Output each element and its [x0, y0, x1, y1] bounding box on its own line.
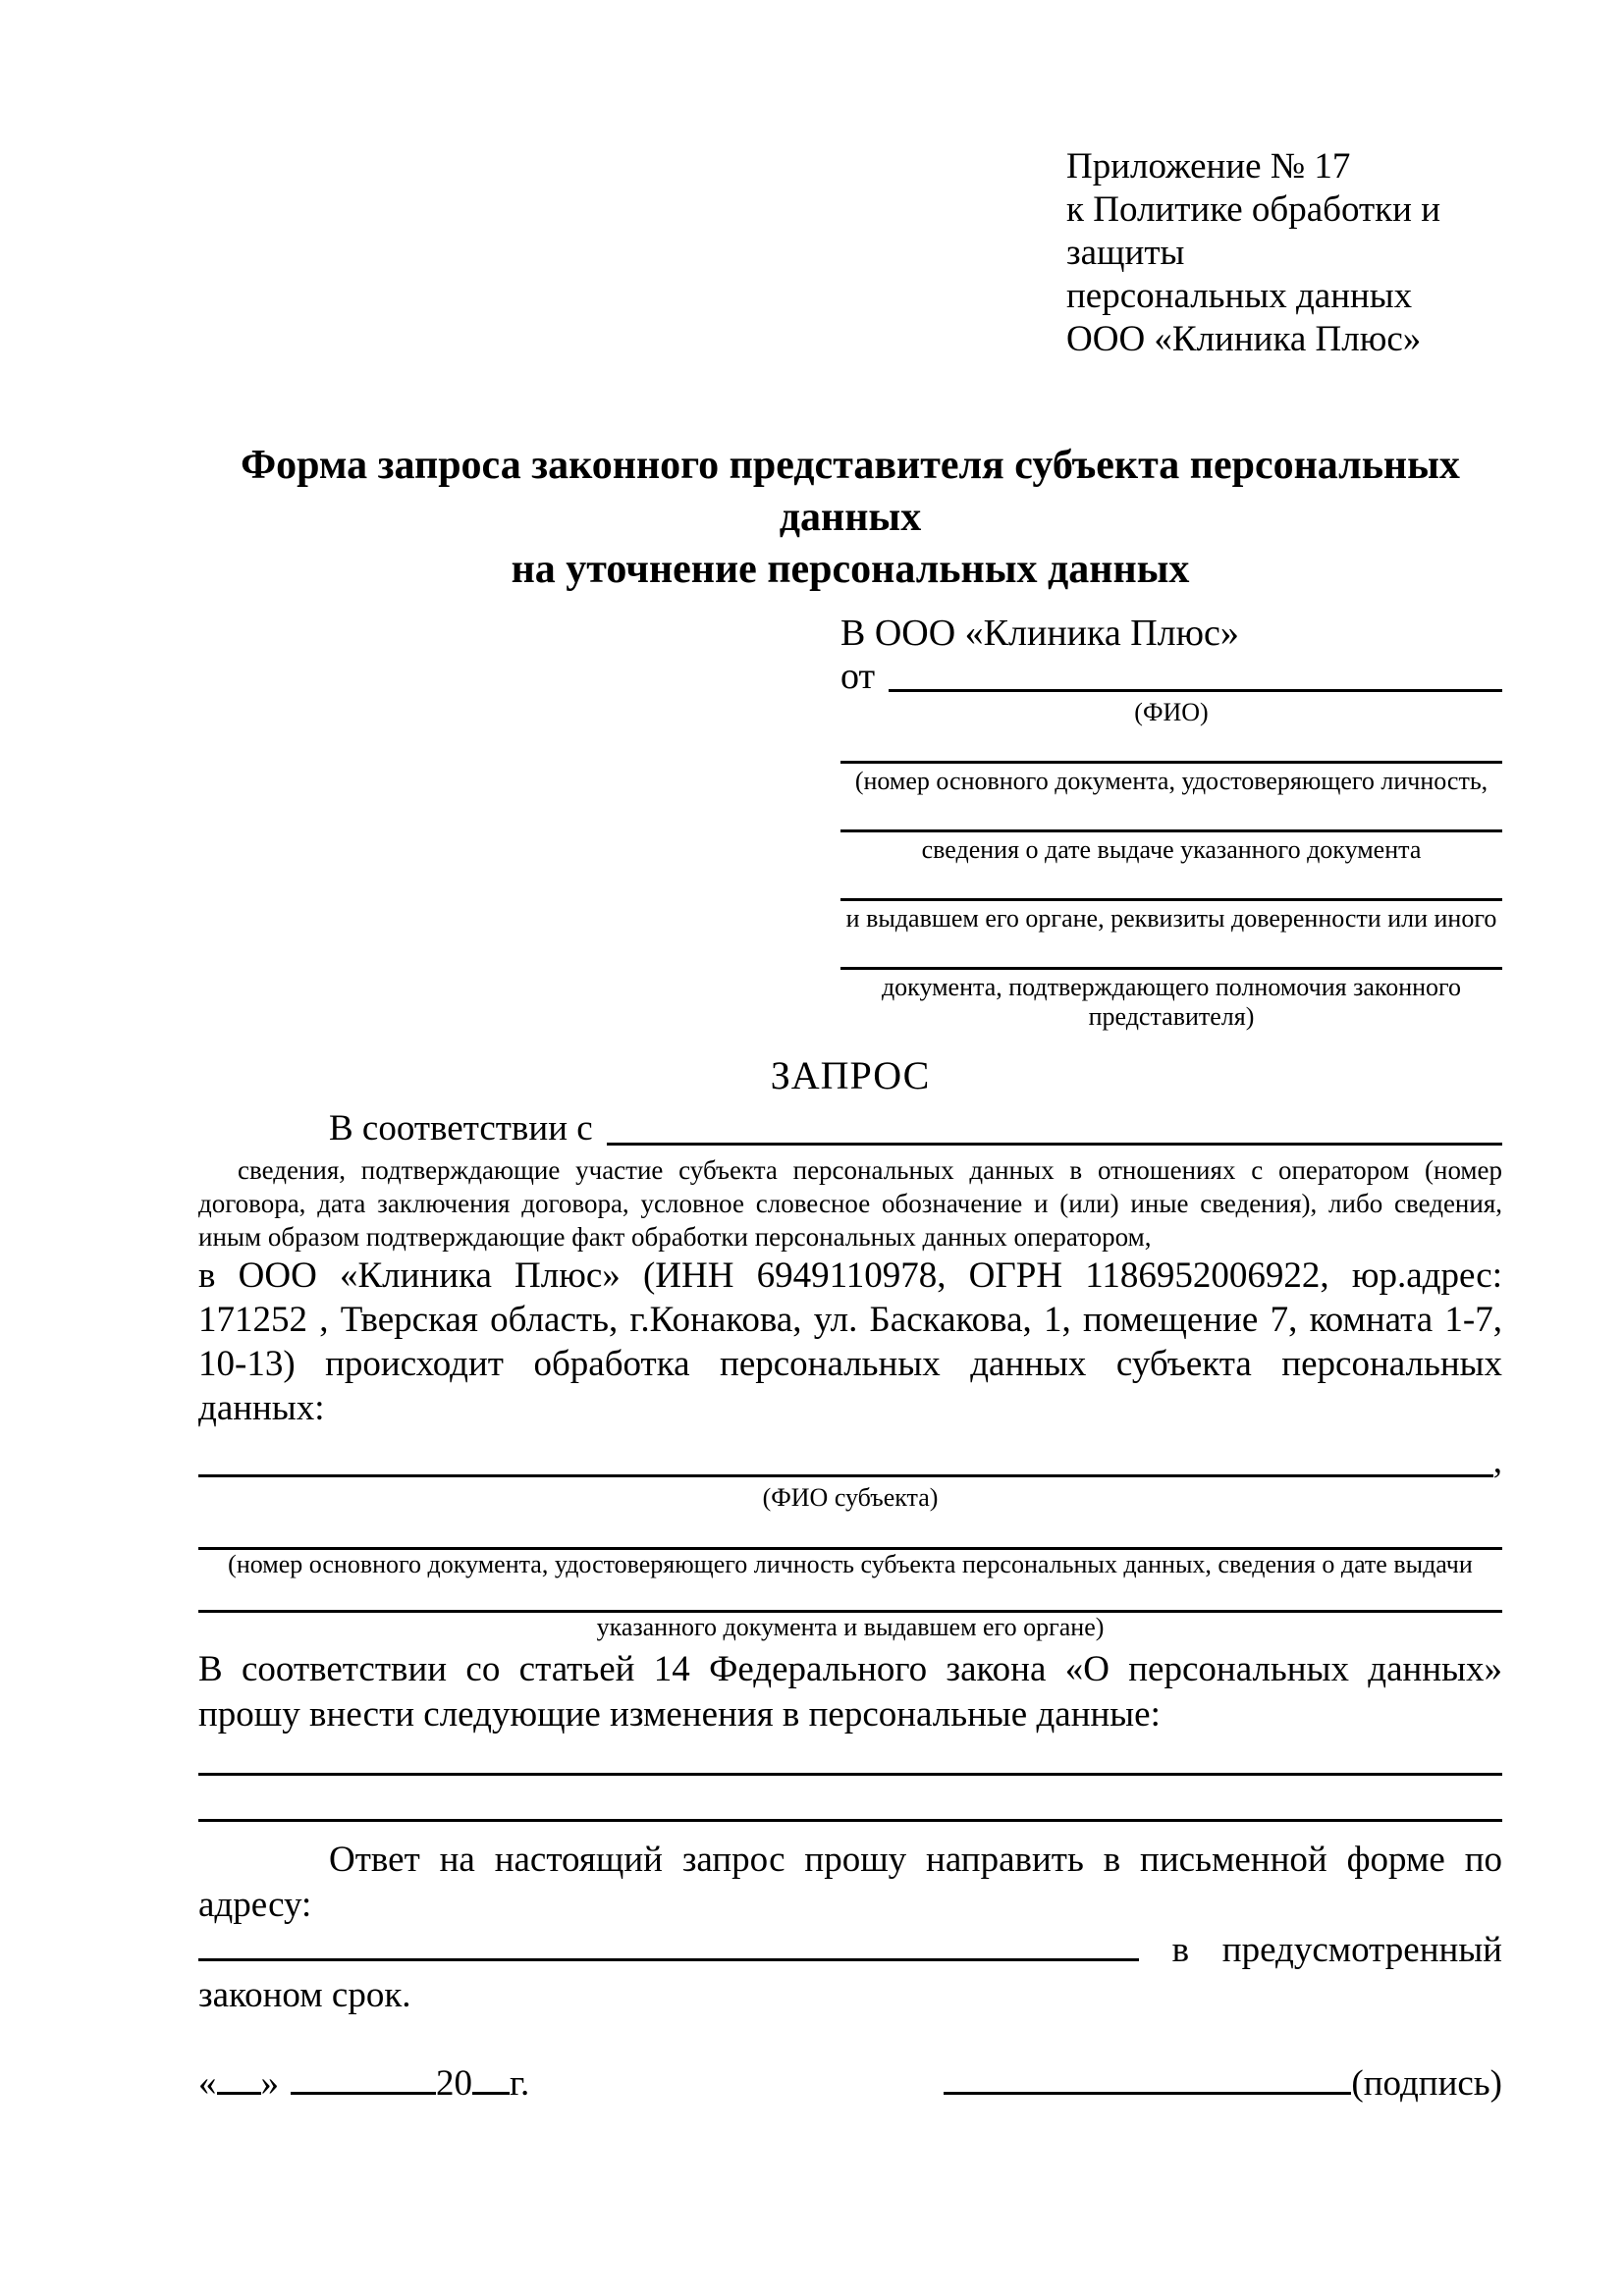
signature-line — [944, 2061, 1502, 2107]
subject-doc-field — [198, 1547, 1502, 1578]
appendix-line: Приложение № 17 — [1066, 146, 1351, 187]
appendix-line: к Политике обработки и защиты — [1066, 189, 1441, 273]
accordance-row — [198, 1106, 1502, 1151]
id-field-blank-line — [840, 829, 1502, 832]
id-field-blank-line — [840, 761, 1502, 764]
date-close-quote: » — [260, 2063, 279, 2104]
id-field-caption: сведения о дате выдаче указанного документа — [921, 835, 1422, 864]
fio-caption: (ФИО) — [1134, 698, 1209, 726]
subject-fio-row — [198, 1440, 1502, 1483]
from-blank-line — [889, 688, 1502, 692]
year-blank-line — [472, 2091, 510, 2095]
request-heading: ЗАПРОС — [770, 1053, 931, 1097]
reply-word: в — [1171, 1930, 1190, 1970]
reply-address-blank-line — [198, 1957, 1139, 1961]
from-label: от — [840, 656, 876, 697]
id-field-caption: документа, подтверждающего полномочия законного представителя) — [881, 973, 1462, 1031]
id-field — [840, 829, 1502, 865]
signature-blank-line — [944, 2091, 1351, 2095]
date-signature-row — [198, 2061, 1502, 2107]
accordance-blank-line — [607, 1142, 1502, 1146]
appendix-line: персональных данных — [1066, 276, 1413, 316]
id-field-caption: и выдавшем его органе, реквизиты доверенности или иного — [845, 904, 1497, 933]
addressee-block — [840, 612, 1502, 1032]
id-field-caption: (номер основного документа, удостоверяющего личность, — [854, 767, 1489, 795]
appendix-block — [1066, 145, 1502, 361]
month-blank-line — [291, 2091, 436, 2095]
accordance-footnote: сведения, подтверждающие участие субъекта персональных данных в отношениях с оператором (номер договора, дата заключения договора, условное словесное обозначение и (или) иные сведения), либо сведения, иным образом подтверждающие факт обработки персональных данных оператором, — [198, 1155, 1502, 1252]
page-title — [198, 440, 1502, 596]
subject-doc-caption: (номер основного документа, удостоверяющего личность субъекта персональных данных, сведения о дате выдачи — [228, 1550, 1473, 1578]
reply-closing: законом срок. — [198, 1975, 411, 2015]
law-paragraph: В соответствии со статьей 14 Федерального закона «О персональных данных» прошу внести следующие изменения в персональные данные: — [198, 1649, 1502, 1735]
comma-suffix: , — [1492, 1441, 1502, 1481]
year-label: г. — [510, 2063, 530, 2104]
appendix-line: ООО «Клиника Плюс» — [1066, 319, 1422, 359]
year-prefix: 20 — [436, 2063, 472, 2104]
accordance-label: В соответствии с — [329, 1108, 593, 1148]
from-row — [840, 655, 1502, 698]
id-field — [840, 967, 1502, 1032]
id-field — [840, 761, 1502, 796]
subject-doc-caption: указанного документа и выдавшем его органе) — [596, 1613, 1105, 1641]
operator-paragraph: в ООО «Клиника Плюс» (ИНН 6949110978, ОГРН 1186952006922, юр.адрес: 171252 , Тверская область, г.Конакова, ул. Баскакова, 1, помещение 7, комната 1-7, 10-13) происходит обработка персональных данных субъекта персональных данных: — [198, 1255, 1502, 1428]
page-title-line: Форма запроса законного представителя субъекта персональных данных — [241, 443, 1460, 540]
reply-word: предусмотренный — [1221, 1930, 1502, 1970]
id-field-blank-line — [840, 898, 1502, 901]
id-field — [840, 898, 1502, 934]
page-title-line: на уточнение персональных данных — [511, 547, 1190, 592]
reply-address-row — [198, 1928, 1502, 1973]
addressee-organization: В ООО «Клиника Плюс» — [840, 613, 1239, 654]
signature-caption: (подпись) — [1351, 2063, 1502, 2104]
changes-blank-line — [198, 1773, 1502, 1776]
subject-fio-blank-line — [198, 1473, 1493, 1477]
date-open-quote: « — [198, 2063, 217, 2104]
changes-blank-line — [198, 1819, 1502, 1822]
subject-doc-field — [198, 1610, 1502, 1641]
id-field-blank-line — [840, 967, 1502, 970]
subject-fio-caption: (ФИО субъекта) — [762, 1483, 939, 1512]
reply-line: Ответ на настоящий запрос прошу направить в письменной форме по адресу: — [198, 1840, 1502, 1925]
date-line — [198, 2061, 529, 2107]
day-blank-line — [217, 2091, 261, 2095]
